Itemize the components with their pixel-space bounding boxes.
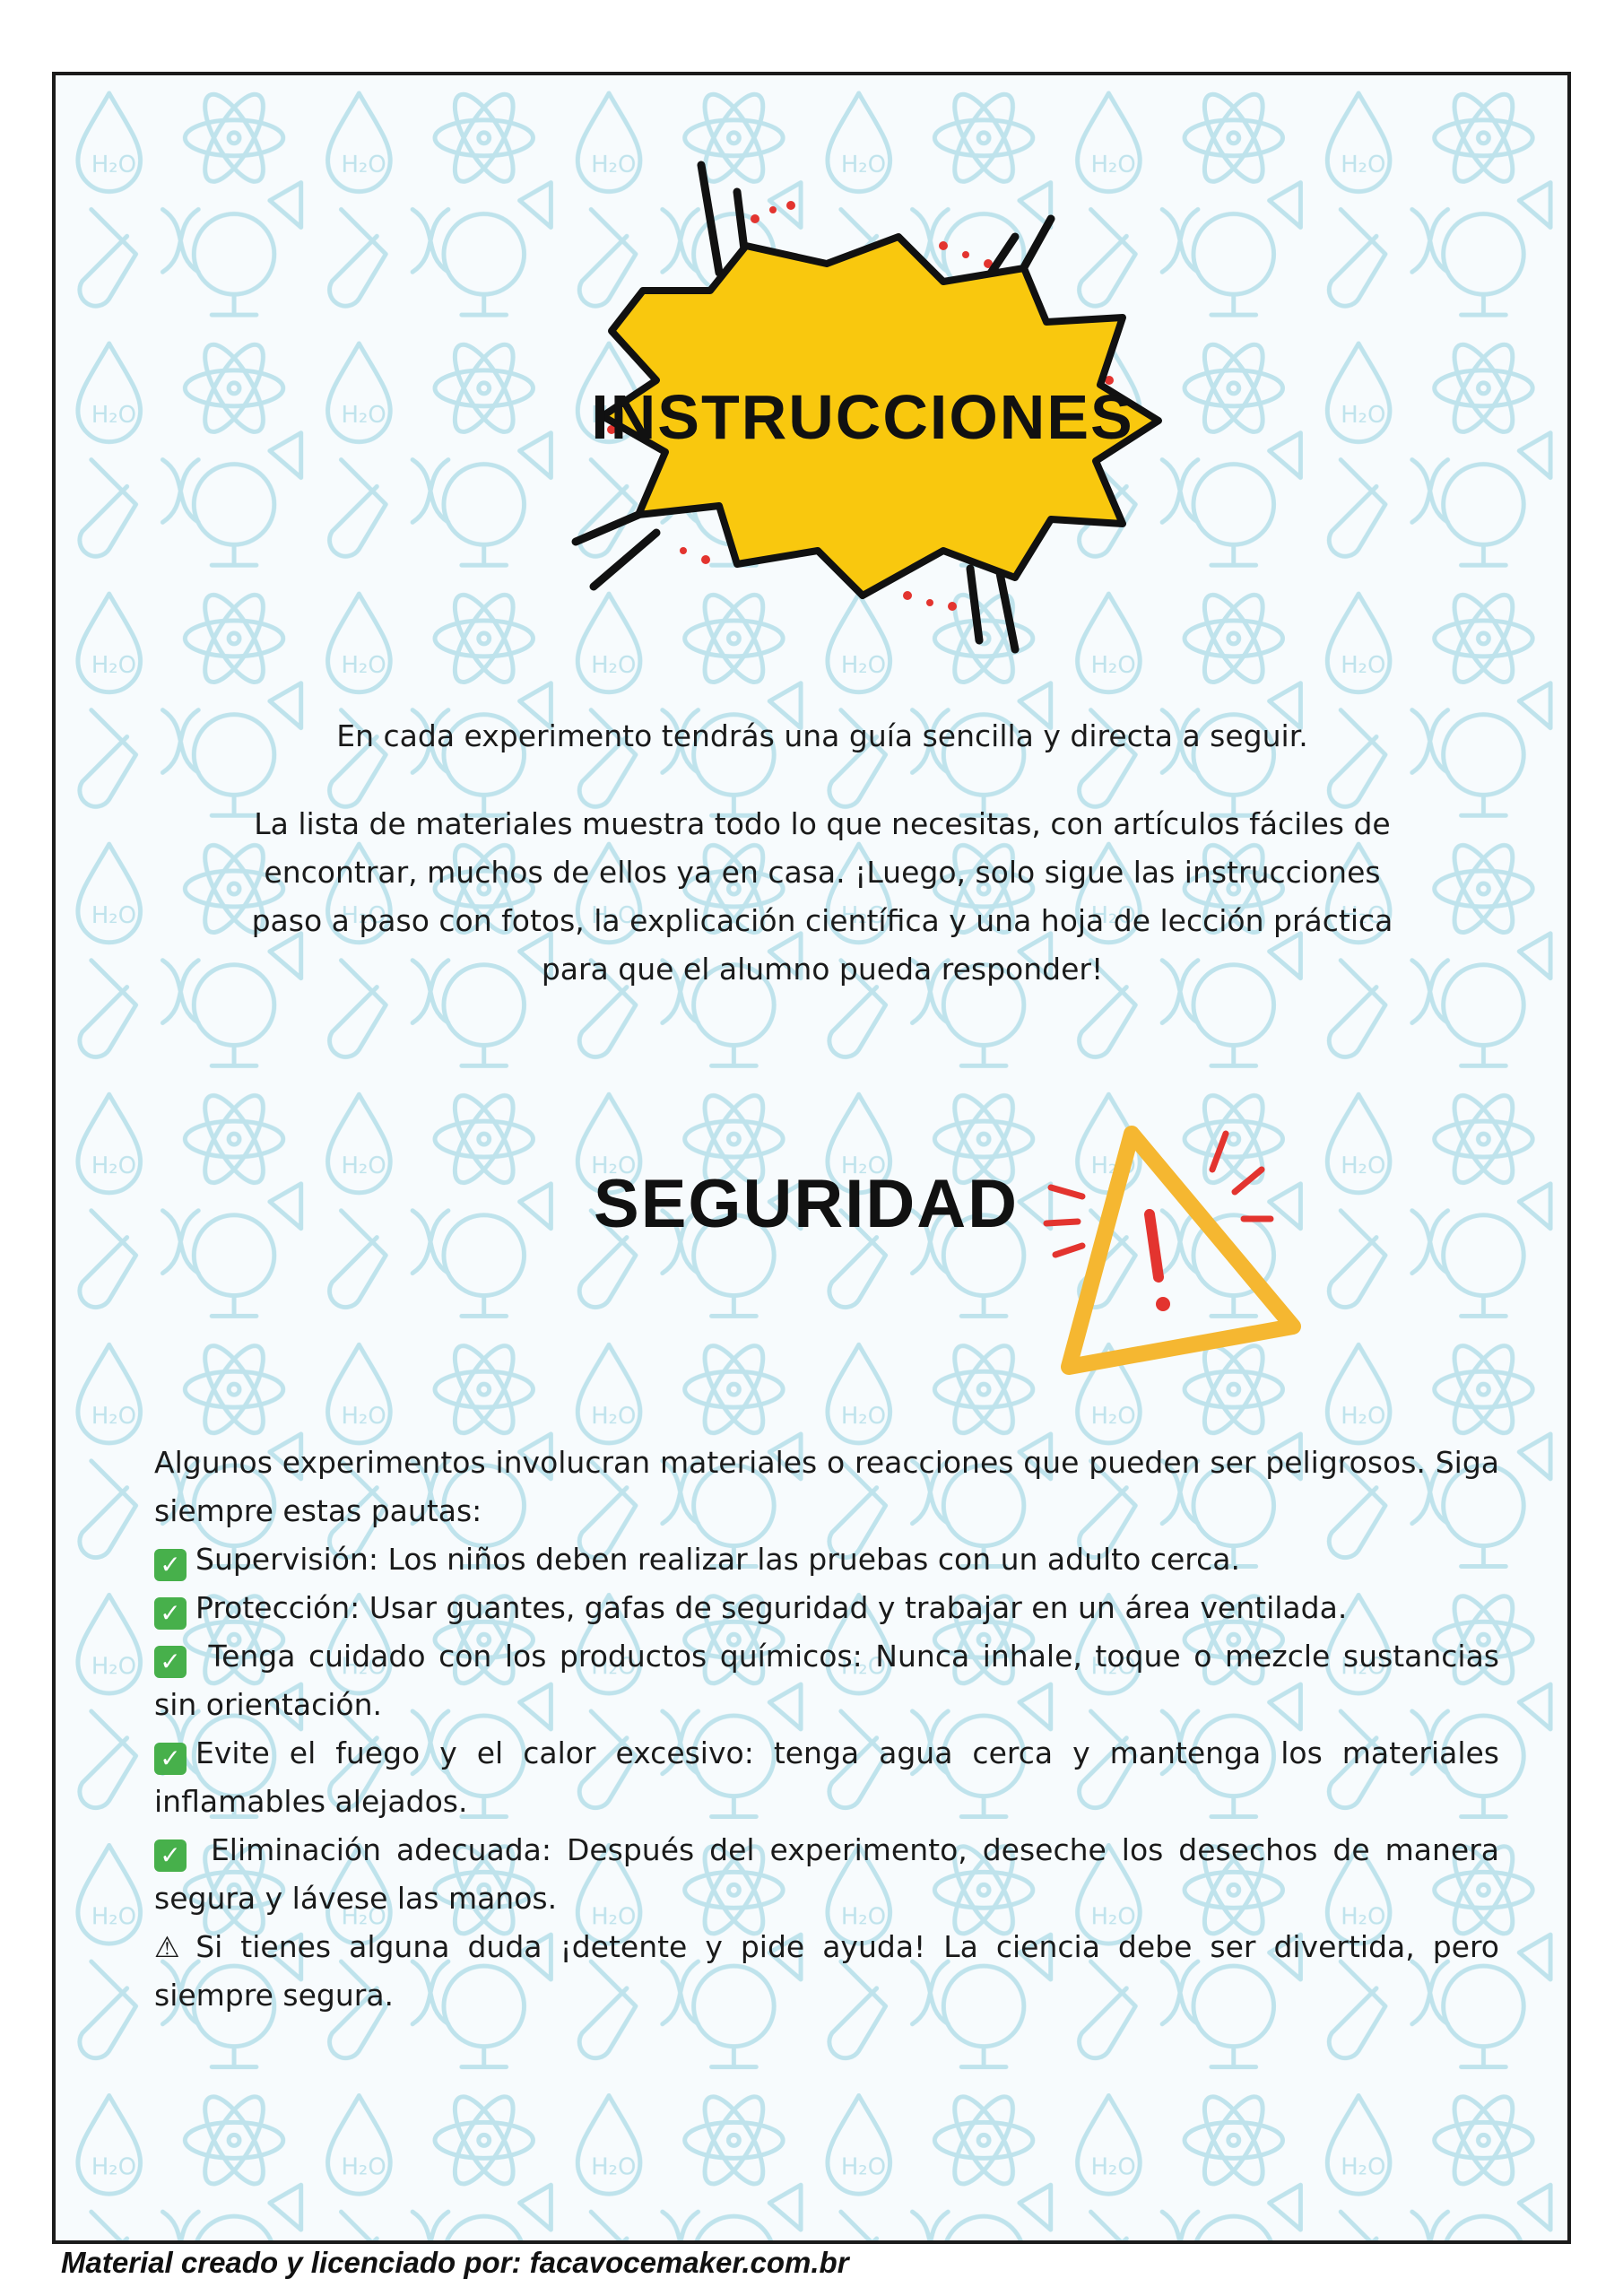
safety-closing (154, 1923, 1499, 2020)
safety-item (154, 1632, 1499, 1729)
safety-item-text: Supervisión: Los niños deben realizar las pruebas con un adulto cerca. (195, 1542, 1240, 1577)
safety-item-text: Eliminación adecuada: Después del experimento, deseche los desechos de manera segura y lávese las manos. (154, 1832, 1499, 1916)
footer-credit: Material creado y licenciado por: facavocemaker.com.br (61, 2246, 849, 2279)
warning-triangle-icon (1033, 1107, 1329, 1403)
safety-item (154, 1535, 1499, 1584)
checkmark-icon: ✓ (154, 1839, 187, 1872)
safety-item (154, 1729, 1499, 1826)
intro-paragraph-1: En cada experimento tendrás una guía sencilla y directa a seguir. (336, 718, 1308, 753)
comic-burst-badge (477, 111, 1212, 685)
alert-lines (1046, 1134, 1271, 1255)
safety-item-text: Protección: Usar guantes, gafas de seguridad y trabajar en un área ventilada. (195, 1590, 1348, 1625)
warning-icon: ⚠ (154, 1930, 189, 1964)
page-frame (52, 72, 1571, 2244)
page-title: INSTRUCCIONES (591, 382, 1134, 452)
intro-text (244, 712, 1401, 994)
safety-closing-text: Si tienes alguna duda ¡detente y pide ayuda! La ciencia debe ser divertida, pero siempre segura. (154, 1929, 1499, 2013)
intro-paragraph-2: La lista de materiales muestra todo lo que necesitas, con artículos fáciles de encontrar, muchos de ellos ya en casa. ¡Luego, solo sigue las instrucciones paso a paso con fotos, la explicación científica y una hoja de lección práctica para que el alumno pueda responder! (251, 806, 1393, 987)
safety-item-text: Evite el fuego y el calor excesivo: tenga agua cerca y mantenga los materiales inflamables alejados. (154, 1735, 1499, 1819)
checkmark-icon: ✓ (154, 1646, 187, 1678)
checkmark-icon: ✓ (154, 1549, 187, 1581)
safety-guidelines (154, 1439, 1499, 2020)
safety-item-text: Tenga cuidado con los productos químicos: Nunca inhale, toque o mezcle sustancias sin orientación. (154, 1639, 1499, 1722)
checkmark-icon: ✓ (154, 1743, 187, 1775)
checkmark-icon: ✓ (154, 1597, 187, 1630)
safety-lead: Algunos experimentos involucran materiales o reacciones que pueden ser peligrosos. Siga siempre estas pautas: (154, 1445, 1499, 1528)
safety-title: SEGURIDAD (594, 1166, 1020, 1242)
safety-item (154, 1826, 1499, 1923)
safety-item (154, 1584, 1499, 1632)
